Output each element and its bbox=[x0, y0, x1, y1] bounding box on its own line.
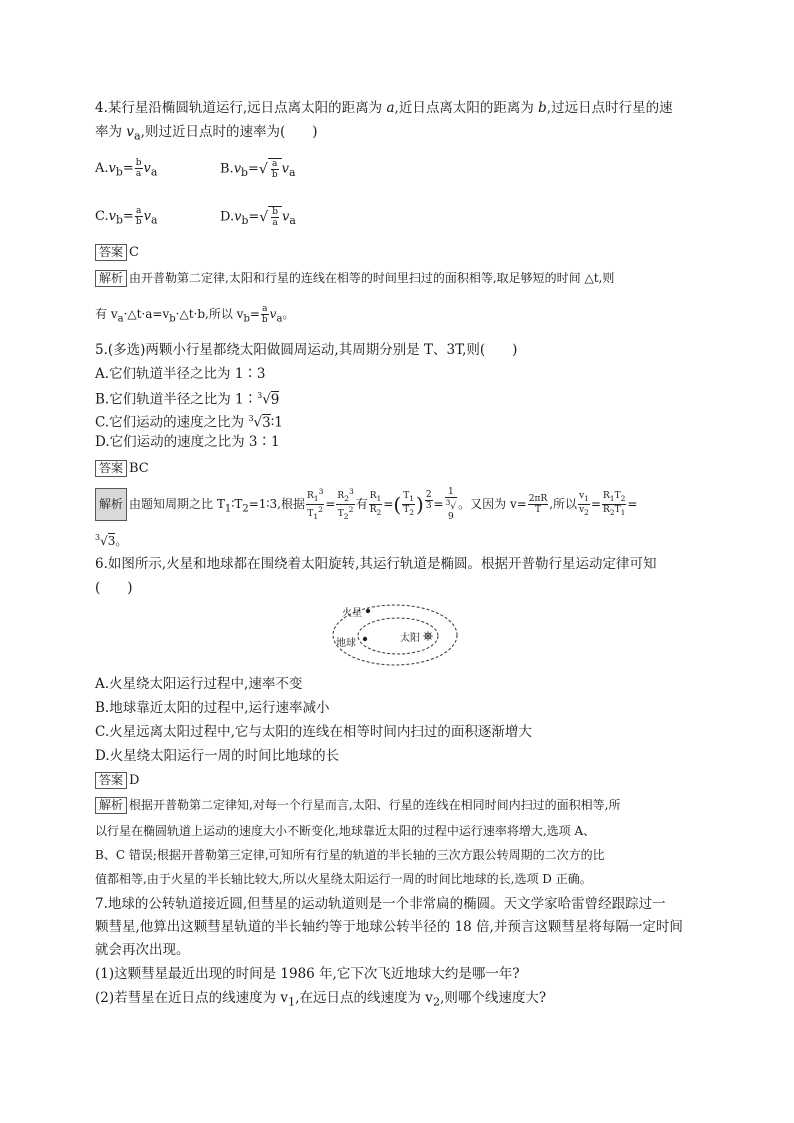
q6-option-d[interactable]: D.火星绕太阳运行一周的时间比地球的长 bbox=[95, 748, 340, 764]
q6-analysis-line4: 值都相等,由于火星的半长轴比较大,所以火星绕太阳运行一周的时间比地球的长,选项 D 正确。 bbox=[95, 872, 592, 886]
earth-label: 地球 bbox=[336, 638, 356, 649]
q6-analysis-line1: 解析 根据开普勒第二定律知,对每一个行星而言,太阳、行星的连线在相同时间内扫过的面积相等,所 bbox=[95, 797, 620, 814]
sun-label: 太阳 bbox=[400, 633, 420, 644]
q4-stem-line1: 4.某行星沿椭圆轨道运行,远日点离太阳的距离为 a,近日点离太阳的距离为 b,过远日点时行星的速 bbox=[95, 100, 673, 116]
q7-stem-line1: 7.地球的公转轨道接近圆,但彗星的运动轨道则是一个非常扁的椭圆。天文学家哈雷曾经跟踪过一 bbox=[95, 896, 666, 912]
q4-stem-line2: 率为 $v_a$,则过近日点时的速率为( ) bbox=[95, 124, 318, 143]
q6-option-c[interactable]: C.火星远离太阳过程中,它与太阳的连线在相等时间内扫过的面积逐渐增大 bbox=[95, 724, 532, 740]
q7-stem-line3: 就会再次出现。 bbox=[95, 942, 190, 958]
q4-analysis-line2: 有 $v_a\cdot\triangle t\cdot a=v_b\cdot\triangle t\cdot b$,所以 $v_b=$ $\frac{a}{b}$ $v_a$。 bbox=[95, 304, 295, 325]
q6-option-b[interactable]: B.地球靠近太阳的过程中,运行速率减小 bbox=[95, 700, 330, 716]
fraction-a-over-b: $\frac{a}{b}$ bbox=[135, 206, 142, 227]
q6-analysis-line3: B、C 错误;根据开普勒第三定律,可知所有行星的轨道的半长轴的三次方跟公转周期的二次方的比 bbox=[95, 848, 605, 862]
mars-label: 火星 bbox=[342, 608, 362, 619]
sqrt-b-over-a: √ $\frac{b}{a}$ bbox=[259, 206, 282, 228]
q6-stem-line1: 6.如图所示,火星和地球都在围绕着太阳旋转,其运行轨道是椭圆。根据开普勒行星运动定律可知 bbox=[95, 556, 657, 572]
q5-analysis-line2: $^3$√3。 bbox=[95, 533, 128, 548]
sun-icon bbox=[423, 631, 433, 641]
q4-option-c[interactable]: $C.v_b=$ $\frac{a}{b}$ $v_a$ bbox=[95, 206, 158, 227]
q5-option-a[interactable]: A.它们轨道半径之比为 1∶3 bbox=[95, 366, 266, 382]
q4-option-b[interactable]: $B.v_b=√$ $\frac{a}{b}$ $v_a$ bbox=[220, 159, 296, 180]
q5-stem: 5.(多选)两颗小行星都绕太阳做圆周运动,其周期分别是 T、3T,则( ) bbox=[95, 342, 518, 358]
q5-option-c[interactable]: C.它们运动的速度之比为 $^3$√3∶1 bbox=[95, 414, 283, 431]
q4-analysis-line1: 解析 由开普勒第二定律,太阳和行星的连线在相等的时间里扫过的面积相等,取足够短的时间 △t,则 bbox=[95, 270, 614, 287]
q6-answer: 答案 D bbox=[95, 772, 139, 789]
q5-option-b[interactable]: B.它们轨道半径之比为 1∶$^3$√9 bbox=[95, 391, 280, 408]
q6-stem-line2: ( ) bbox=[95, 580, 133, 596]
q4-option-d[interactable]: $D.v_b=√$ $\frac{b}{a}$ $v_a$ bbox=[220, 207, 296, 228]
q5-option-d[interactable]: D.它们运动的速度之比为 3∶1 bbox=[95, 434, 280, 450]
q4-answer: 答案 C bbox=[95, 244, 139, 261]
q7-subquestion-1: (1)这颗彗星最近出现的时间是 1986 年,它下次飞近地球大约是哪一年? bbox=[95, 966, 520, 982]
analysis-label: 解析 bbox=[95, 270, 127, 287]
mars-dot bbox=[366, 609, 370, 613]
q7-subquestion-2: (2)若彗星在近日点的线速度为 $v_1$,在远日点的线速度为 $v_2$,则哪个线速度大? bbox=[95, 990, 547, 1009]
q7-stem-line2: 颗彗星,他算出这颗彗星轨道的半长轴约等于地球公转半径的 18 倍,并预言这颗彗星将每隔一定时间 bbox=[95, 919, 683, 935]
q6-option-a[interactable]: A.火星绕太阳运行过程中,速率不变 bbox=[95, 676, 303, 692]
q6-analysis-line2: 以行星在椭圆轨道上运动的速度大小不断变化,地球靠近太阳的过程中运行速率将增大,选项 A、 bbox=[95, 824, 596, 838]
sqrt-a-over-b: √ $\frac{a}{b}$ bbox=[259, 158, 282, 180]
orbit-diagram bbox=[330, 598, 460, 668]
earth-dot bbox=[363, 637, 367, 641]
q5-answer: 答案 BC bbox=[95, 460, 149, 477]
fraction-b-over-a: $\frac{b}{a}$ bbox=[135, 158, 142, 179]
q4-option-a[interactable]: $A.v_b=$ $\frac{b}{a}$ $v_a$ bbox=[95, 158, 158, 179]
answer-label: 答案 bbox=[95, 244, 127, 261]
q5-analysis-line1: 解析 由题知周期之比 $T_1∶T_2=1∶3$,根据 $\frac{R_1^3}{T_1^2}$ = $\frac{R_2^3}{T_2^2}$ 有 $\frac{R_1}{R_2}$ =( $\frac{T_1}{T_2}$ ) $^{\frac{2}{3}}$ = 1 $^3$√ 9 。又因为 v= $\frac{2\pi R}{T}$ ,所以 $\frac{v_1}{v_2}$ = $\frac{R_1T_2}{R_2T_1}$ = bbox=[95, 484, 637, 526]
